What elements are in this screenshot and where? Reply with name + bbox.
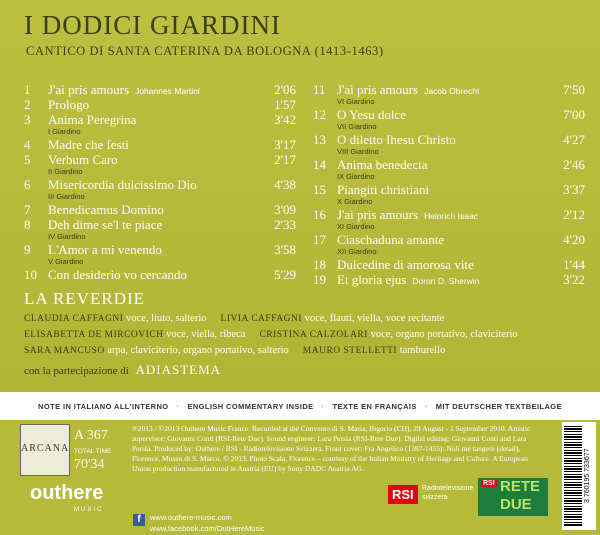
track-row <box>313 182 585 197</box>
track-title: Madre che festi <box>48 137 129 152</box>
track-composer: Heinrich Isaac <box>424 211 478 221</box>
track-number: 12 <box>313 107 326 122</box>
track-title-group <box>48 137 129 152</box>
track-title-group <box>48 242 162 257</box>
garden-section-label: VII Giardino <box>337 122 377 131</box>
track-row <box>313 207 585 222</box>
notes-strip: NOTE IN ITALIANO ALL'INTERNO · ENGLISH COMMENTARY INSIDE · TEXTE EN FRANÇAIS · MIT DEUTSCHER TEXTBEILAGE <box>0 392 600 420</box>
track-title: J'ai pris amours <box>48 82 130 97</box>
track-row <box>313 257 585 272</box>
tracklist-left <box>24 82 296 282</box>
track-duration: 3'09 <box>274 202 296 217</box>
rsi-logo: RSI <box>388 485 418 504</box>
garden-section-label: IV Giardino <box>48 232 86 241</box>
track-title-group <box>48 177 197 192</box>
track-duration: 2'17 <box>274 152 296 167</box>
barcode <box>562 422 596 530</box>
note-language: NOTE IN ITALIANO ALL'INTERNO <box>38 401 169 411</box>
track-number: 13 <box>313 132 326 147</box>
track-title-group <box>337 182 429 197</box>
garden-section-label: IX Giardino <box>337 172 375 181</box>
label-panel <box>0 420 600 535</box>
rsi-name <box>422 484 473 502</box>
track-title: Benedicamus Domino <box>48 202 164 217</box>
performer-name: ELISABETTA DE MIRCOVICH <box>24 330 164 340</box>
track-title: Piangiti christiani <box>337 182 430 197</box>
total-time-label: TOTAL TIME <box>74 448 112 455</box>
participation-guest: ADIASTEMA <box>135 362 222 377</box>
note-language: ENGLISH COMMENTARY INSIDE <box>187 401 314 411</box>
track-row <box>24 152 296 167</box>
track-duration: 2'33 <box>274 217 296 232</box>
catalog-number: A 367 <box>74 428 108 443</box>
track-row <box>24 137 296 152</box>
performers-row <box>24 311 594 327</box>
track-row <box>313 232 585 247</box>
track-title-group <box>337 207 478 224</box>
performer-name: CRISTINA CALZOLARI <box>259 330 368 340</box>
track-composer: Johannes Martini <box>135 86 200 96</box>
track-duration: 7'00 <box>563 107 585 122</box>
performer-name: SARA MANCUSO <box>24 346 105 356</box>
rsi-name-line1: Radiotelevisione <box>422 485 474 492</box>
track-number: 17 <box>313 232 326 247</box>
track-number: 2 <box>24 97 31 112</box>
track-composer: Doron D. Sherwin <box>412 276 480 286</box>
track-title: Con desiderio vo cercando <box>48 267 187 282</box>
garden-section-label: I Giardino <box>48 127 81 136</box>
garden-section-label: II Giardino <box>48 167 83 176</box>
track-title: Deh dime se'l te piace <box>48 217 163 232</box>
track-title-group <box>48 267 187 282</box>
tracklist-right <box>313 82 585 287</box>
performer-role: voce, organo portativo, claviciterio <box>370 329 518 340</box>
track-number: 14 <box>313 157 326 172</box>
track-row <box>313 107 585 122</box>
album-subtitle: CANTICO DI SANTA CATERINA DA BOLOGNA (1413-1463) <box>26 44 384 58</box>
web-links <box>150 512 265 534</box>
track-title-group <box>337 257 474 272</box>
rete-due-rsi-tag: RSI <box>483 480 495 487</box>
performers-row <box>24 343 594 359</box>
website-link[interactable]: www.outhere-music.com <box>150 513 232 522</box>
note-language: MIT DEUTSCHER TEXTBEILAGE <box>435 401 562 411</box>
track-title: O diletto Ihesu Christo <box>337 132 456 147</box>
track-title-group <box>337 232 444 247</box>
rete-due-logo <box>478 478 548 516</box>
outhere-logo: outhere <box>30 482 104 504</box>
track-row <box>24 267 296 282</box>
participation-label: con la partecipazione di <box>24 365 129 377</box>
facebook-icon: f <box>133 514 145 526</box>
track-row <box>24 112 296 127</box>
track-number: 9 <box>24 242 31 257</box>
garden-section-label: XII Giardino <box>337 247 377 256</box>
performers-list <box>24 311 594 359</box>
track-title: O Yesu dolce <box>337 107 406 122</box>
ensemble-name: LA REVERDIE <box>24 289 146 308</box>
garden-section-label: VI Giardino <box>337 97 375 106</box>
track-title: J'ai pris amours <box>337 207 419 222</box>
track-number: 10 <box>24 267 37 282</box>
track-title: Misericordia dulcissimo Dio <box>48 177 197 192</box>
rete-due-text: RETE DUE <box>500 478 541 513</box>
credits-text: ℗2013 / ©2013 Outhere Music France. Recorded at the Convento di S. Maria, Bigorio (CH), 29 August - 1 September 2010. Artistic supervisor: Giovanni Conti (RSI-Rete Due). Sound engineer: Lara Persia (RSI-Rete Due). Digital editing: Giovanni Conti and Lara Persia. Produced by: Outhere / RSI - Radiotelevisione Svizzera. Front cover: Fra Angelico (1387-1455): Noli me tangere (detail), Florence, Museo di S. Marco. © 2013. Photo Scala, Florence – courtesy of the Italian Ministry of Heritage and Culture. A European Union production manufactured in Austria (EU) by Sony DADC Austria AG. <box>132 424 531 473</box>
track-duration: 3'42 <box>274 112 296 127</box>
performer-name: MAURO STELLETTI <box>302 346 398 356</box>
track-title: Anima Peregrina <box>48 112 137 127</box>
garden-section-label: X Giardino <box>337 197 373 206</box>
track-number: 11 <box>313 82 326 97</box>
track-title-group <box>337 272 479 289</box>
track-row <box>24 242 296 257</box>
performer-role: voce, viella, ribeca <box>166 329 246 340</box>
track-number: 1 <box>24 82 31 97</box>
barcode-digits: 3 760195 733677 <box>584 448 591 504</box>
outhere-music-tag: MUSIC <box>74 507 104 513</box>
track-duration: 4'20 <box>563 232 585 247</box>
track-title: Ciaschaduna amante <box>337 232 445 247</box>
arcana-logo-text: ARCANA <box>21 443 70 454</box>
facebook-link[interactable]: www.facebook.com/OutHereMusic <box>150 524 265 533</box>
performer-name: LIVIA CAFFAGNI <box>220 314 303 324</box>
performer-role: voce, flauti, viella, voce recitante <box>304 313 445 324</box>
track-duration: 3'17 <box>274 137 296 152</box>
track-number: 4 <box>24 137 31 152</box>
track-title: J'ai pris amours <box>337 82 419 97</box>
track-number: 6 <box>24 177 31 192</box>
track-number: 15 <box>313 182 326 197</box>
garden-section-label: III Giardino <box>48 192 85 201</box>
track-duration: 3'37 <box>563 182 585 197</box>
garden-section-label: V Giardino <box>48 257 84 266</box>
performer-name: CLAUDIA CAFFAGNI <box>24 314 124 324</box>
track-row <box>24 202 296 217</box>
track-number: 7 <box>24 202 31 217</box>
track-duration: 3'58 <box>274 242 296 257</box>
track-composer: Jacob Obrecht <box>424 86 480 96</box>
track-row <box>24 97 296 112</box>
rsi-name-line2: svizzera <box>422 494 448 501</box>
participation-line <box>24 362 221 378</box>
track-row <box>313 157 585 172</box>
note-language: TEXTE EN FRANÇAIS <box>332 401 417 411</box>
performer-role: tamburello <box>399 345 446 356</box>
track-duration: 1'44 <box>563 257 585 272</box>
track-duration: 4'27 <box>563 132 585 147</box>
garden-section-label: VIII Giardino <box>337 147 379 156</box>
track-duration: 4'38 <box>274 177 296 192</box>
track-row <box>24 177 296 192</box>
track-duration: 2'46 <box>563 157 585 172</box>
track-number: 3 <box>24 112 31 127</box>
performer-role: arpa, claviciterio, organo portativo, salterio <box>107 345 289 356</box>
track-row <box>313 82 585 97</box>
track-row <box>313 132 585 147</box>
track-row <box>24 217 296 232</box>
track-duration: 2'06 <box>274 82 296 97</box>
track-title: L'Amor a mi venendo <box>48 242 162 257</box>
arcana-logo <box>20 424 70 476</box>
track-title: Verbum Caro <box>48 152 118 167</box>
track-title-group <box>48 152 118 167</box>
track-title: Anima benedecta <box>337 157 428 172</box>
track-number: 18 <box>313 257 326 272</box>
track-duration: 5'29 <box>274 267 296 282</box>
barcode-bars <box>564 426 582 526</box>
track-title: Et gloria ejus <box>337 272 407 287</box>
track-title-group <box>337 107 406 122</box>
track-title-group <box>337 132 456 147</box>
track-row <box>313 272 585 287</box>
track-number: 19 <box>313 272 326 287</box>
track-duration: 7'50 <box>563 82 585 97</box>
track-number: 8 <box>24 217 31 232</box>
track-number: 16 <box>313 207 326 222</box>
album-title: I DODICI GIARDINI <box>24 10 281 40</box>
performer-role: voce, liuto, salterio <box>126 313 207 324</box>
track-title-group <box>48 112 136 127</box>
track-title-group <box>48 202 164 217</box>
garden-section-label: XI Giardino <box>337 222 375 231</box>
track-row <box>24 82 296 97</box>
track-duration: 3'22 <box>563 272 585 287</box>
track-number: 5 <box>24 152 31 167</box>
track-duration: 2'12 <box>563 207 585 222</box>
track-title-group <box>337 82 479 99</box>
track-duration: 1'57 <box>274 97 296 112</box>
total-time: 70'34 <box>74 457 105 472</box>
track-title: Prologo <box>48 97 90 112</box>
track-title-group <box>48 97 89 112</box>
track-title: Dulcedine di amorosa vite <box>337 257 474 272</box>
performers-row <box>24 327 594 343</box>
track-title-group <box>337 157 428 172</box>
track-title-group <box>48 217 162 232</box>
